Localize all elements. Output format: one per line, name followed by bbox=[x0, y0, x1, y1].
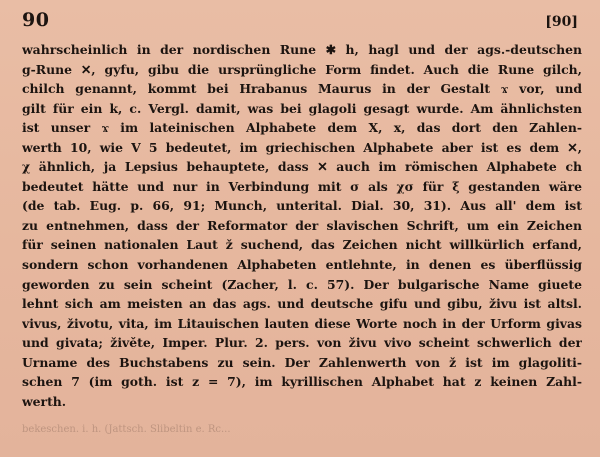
text-line: bedeutet hätte und nur in Verbindung mit σ als χσ für ξ gestanden wäre bbox=[22, 178, 582, 194]
text-line: lehnt sich am meisten an das ags. und deutsche gifu und gibu, živu ist altsl. bbox=[22, 296, 582, 312]
text-line: Urname des Buchstabens zu sein. Der Zahlenwerth von ž ist im glagoliti- bbox=[22, 354, 582, 370]
text-line: und givata; živěte, Imper. Plur. 2. pers. von živu vivo scheint schwerlich der bbox=[22, 335, 582, 351]
body-text bbox=[22, 40, 582, 411]
text-line: ist unser ϫ im lateinischen Alphabete dem X, x, das dort den Zahlen- bbox=[22, 120, 582, 136]
text-line: gilt für ein k, c. Vergl. damit, was bei glagoli gesagt wurde. Am ähnlichsten bbox=[22, 100, 582, 116]
bleed-through-text: bekeschen. i. h. (Jattsch. Slibeltin e. Rc... bbox=[22, 424, 231, 435]
text-line: geworden zu sein scheint (Zacher, l. c. 57). Der bulgarische Name giuete bbox=[22, 276, 582, 292]
text-line: g-Rune ✕, gyfu, gibu die ursprüngliche Form findet. Auch die Rune gilch, bbox=[22, 61, 582, 77]
text-line: werth 10, wie V 5 bedeutet, im griechischen Alphabete aber ist es dem ✕, bbox=[22, 139, 582, 155]
text-line-last: werth. bbox=[22, 393, 67, 409]
text-line: χ ähnlich, ja Lepsius behauptete, dass ✕ auch im römischen Alphabete ch bbox=[22, 159, 582, 175]
text-line: sondern schon vorhandenen Alphabeten entlehnte, in denen es überflüssig bbox=[22, 257, 582, 273]
text-line: wahrscheinlich in der nordischen Rune ✱ h, hagl und der ags.-deutschen bbox=[22, 42, 582, 57]
text-line: schen 7 (im goth. ist z = 7), im kyrillischen Alphabet hat z keinen Zahl- bbox=[22, 374, 582, 390]
text-line: (de tab. Eug. p. 66, 91; Munch, unterital. Dial. 30, 31). Aus all' dem ist bbox=[22, 198, 582, 214]
text-line: für seinen nationalen Laut ž suchend, das Zeichen nicht willkürlich erfand, bbox=[22, 237, 582, 253]
text-line: chilch genannt, kommt bei Hrabanus Maurus in der Gestalt ϫ vor, und bbox=[22, 81, 582, 97]
page-number: 90 bbox=[22, 9, 50, 31]
text-line: vivus, životu, vita, im Litauischen lauten diese Worte noch in der Urform givas bbox=[22, 315, 582, 331]
text-line: zu entnehmen, dass der Reformator der slavischen Schrift, um ein Zeichen bbox=[22, 217, 582, 233]
page-reference: [90] bbox=[545, 14, 578, 30]
